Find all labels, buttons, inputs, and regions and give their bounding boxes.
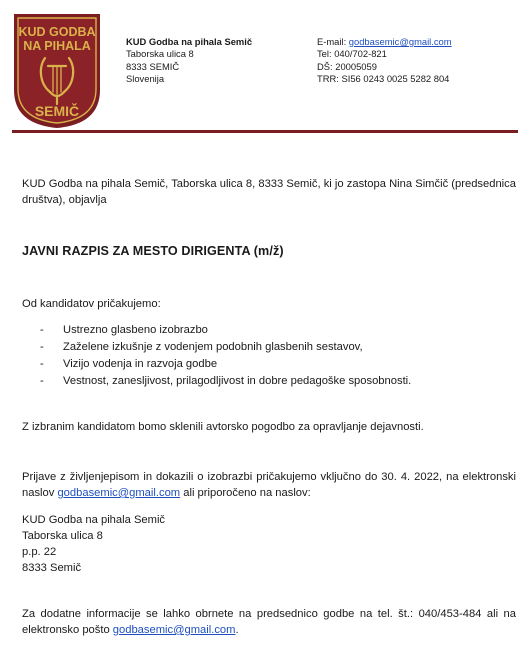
address-line: p.p. 22	[22, 546, 57, 558]
ds-line: DŠ: 20005059	[317, 60, 377, 72]
info-email-link[interactable]: godbasemic@gmail.com	[112, 624, 236, 636]
apply-paragraph: Prijave z življenjepisom in dokazili o izobrazbi pričakujemo vključno do 30. 4. 2022, na elektronski naslov godbasemic@gmail.com ali priporočeno na naslov:	[22, 471, 516, 499]
contract-paragraph: Z izbranim kandidatom bomo sklenili avtorsko pogodbo za opravljanje dejavnosti.	[22, 421, 424, 433]
header-divider	[12, 130, 518, 133]
apply-email-link[interactable]: godbasemic@gmail.com	[57, 487, 181, 499]
contact-block	[317, 36, 452, 85]
address-line: 8333 Semič	[22, 562, 82, 574]
email-line	[317, 36, 452, 48]
list-item: - Vestnost, zanesljivost, prilagodljivost in dobre pedagoške sposobnosti.	[40, 375, 412, 387]
requirement-text: Vestnost, zanesljivost, prilagodljivost in dobre pedagoške sposobnosti.	[63, 375, 412, 387]
list-item: - Vizijo vodenja in razvoja godbe	[40, 358, 218, 370]
intro-paragraph: KUD Godba na pihala Semič, Taborska ulica 8, 8333 Semič, ki jo zastopa Nina Simčič (predsednica društva), objavlja	[22, 178, 516, 206]
requirements-list	[22, 322, 411, 390]
requirement-text: Ustrezno glasbeno izobrazbo	[63, 324, 208, 336]
list-item: - Ustrezno glasbeno izobrazbo	[40, 324, 208, 336]
org-street: Taborska ulica 8	[126, 48, 194, 60]
header-email-link[interactable]: godbasemic@gmail.com	[348, 36, 452, 47]
info-paragraph: Za dodatne informacije se lahko obrnete na predsednico godbe na tel. št.: 040/453-484 ali na elektronsko pošto godbasemic@gmail.com.	[22, 608, 516, 636]
org-country: Slovenija	[126, 72, 165, 84]
logo-text-top: KUD GODBA	[18, 25, 96, 39]
postal-address	[22, 512, 165, 576]
document-title: JAVNI RAZPIS ZA MESTO DIRIGENTA (m/ž)	[22, 244, 284, 258]
org-name: KUD Godba na pihala Semič	[126, 36, 253, 47]
org-city: 8333 SEMIČ	[126, 60, 180, 72]
requirement-text: Vizijo vodenja in razvoja godbe	[63, 358, 218, 370]
trr-line: TRR: SI56 0243 0025 5282 804	[317, 72, 450, 84]
org-address-block	[126, 36, 252, 85]
list-item: - Zaželene izkušnje z vodenjem podobnih glasbenih sestavov,	[40, 341, 363, 353]
logo-text-middle: NA PIHALA	[23, 39, 91, 53]
kud-logo	[12, 12, 102, 130]
requirement-text: Zaželene izkušnje z vodenjem podobnih glasbenih sestavov,	[63, 341, 363, 353]
address-line: Taborska ulica 8	[22, 530, 103, 542]
logo-text-bottom: SEMIČ	[34, 103, 80, 119]
address-line: KUD Godba na pihala Semič	[22, 514, 166, 526]
expect-label: Od kandidatov pričakujemo:	[22, 298, 161, 310]
tel-line: Tel: 040/702-821	[317, 48, 387, 60]
email-label: E-mail:	[317, 36, 349, 47]
